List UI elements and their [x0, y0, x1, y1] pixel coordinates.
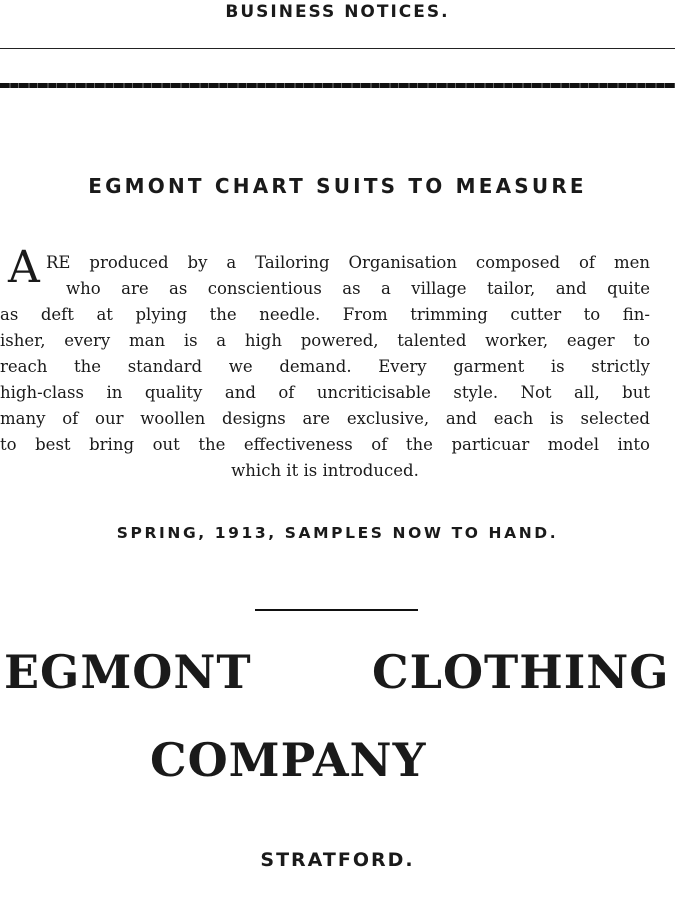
- company-name-egmont: EGMONT: [4, 645, 252, 699]
- company-name-company: COMPANY: [150, 733, 427, 787]
- body-line: many of our woollen designs are exclusive, and each is selected: [0, 409, 650, 428]
- samples-notice: SPRING, 1913, SAMPLES NOW TO HAND.: [116, 524, 559, 542]
- section-header: BUSINESS NOTICES.: [225, 2, 450, 22]
- body-line-last: which it is introduced.: [231, 461, 419, 480]
- advert-body: [0, 242, 650, 484]
- body-line: reach the standard we demand. Every garment is strictly: [0, 357, 650, 376]
- company-location: STRATFORD.: [260, 849, 415, 871]
- header-rule-thin: [0, 48, 675, 49]
- body-line: as deft at plying the needle. From trimming cutter to fin-: [0, 305, 650, 324]
- body-line: RE produced by a Tailoring Organisation composed of men: [46, 253, 650, 272]
- advert-headline: EGMONT CHART SUITS TO MEASURE: [88, 174, 587, 198]
- body-line: isher, every man is a high powered, talented worker, eager to: [0, 331, 650, 350]
- body-line: to best bring out the effectiveness of the particuar model into: [0, 435, 650, 454]
- company-name-clothing: CLOTHING: [372, 645, 670, 699]
- drop-cap: A: [8, 242, 40, 293]
- header-rule-thick: [0, 83, 675, 88]
- divider-rule: [255, 609, 418, 611]
- body-line: high-class in quality and of uncriticisable style. Not all, but: [0, 383, 650, 402]
- body-line: who are as conscientious as a village tailor, and quite: [66, 279, 650, 298]
